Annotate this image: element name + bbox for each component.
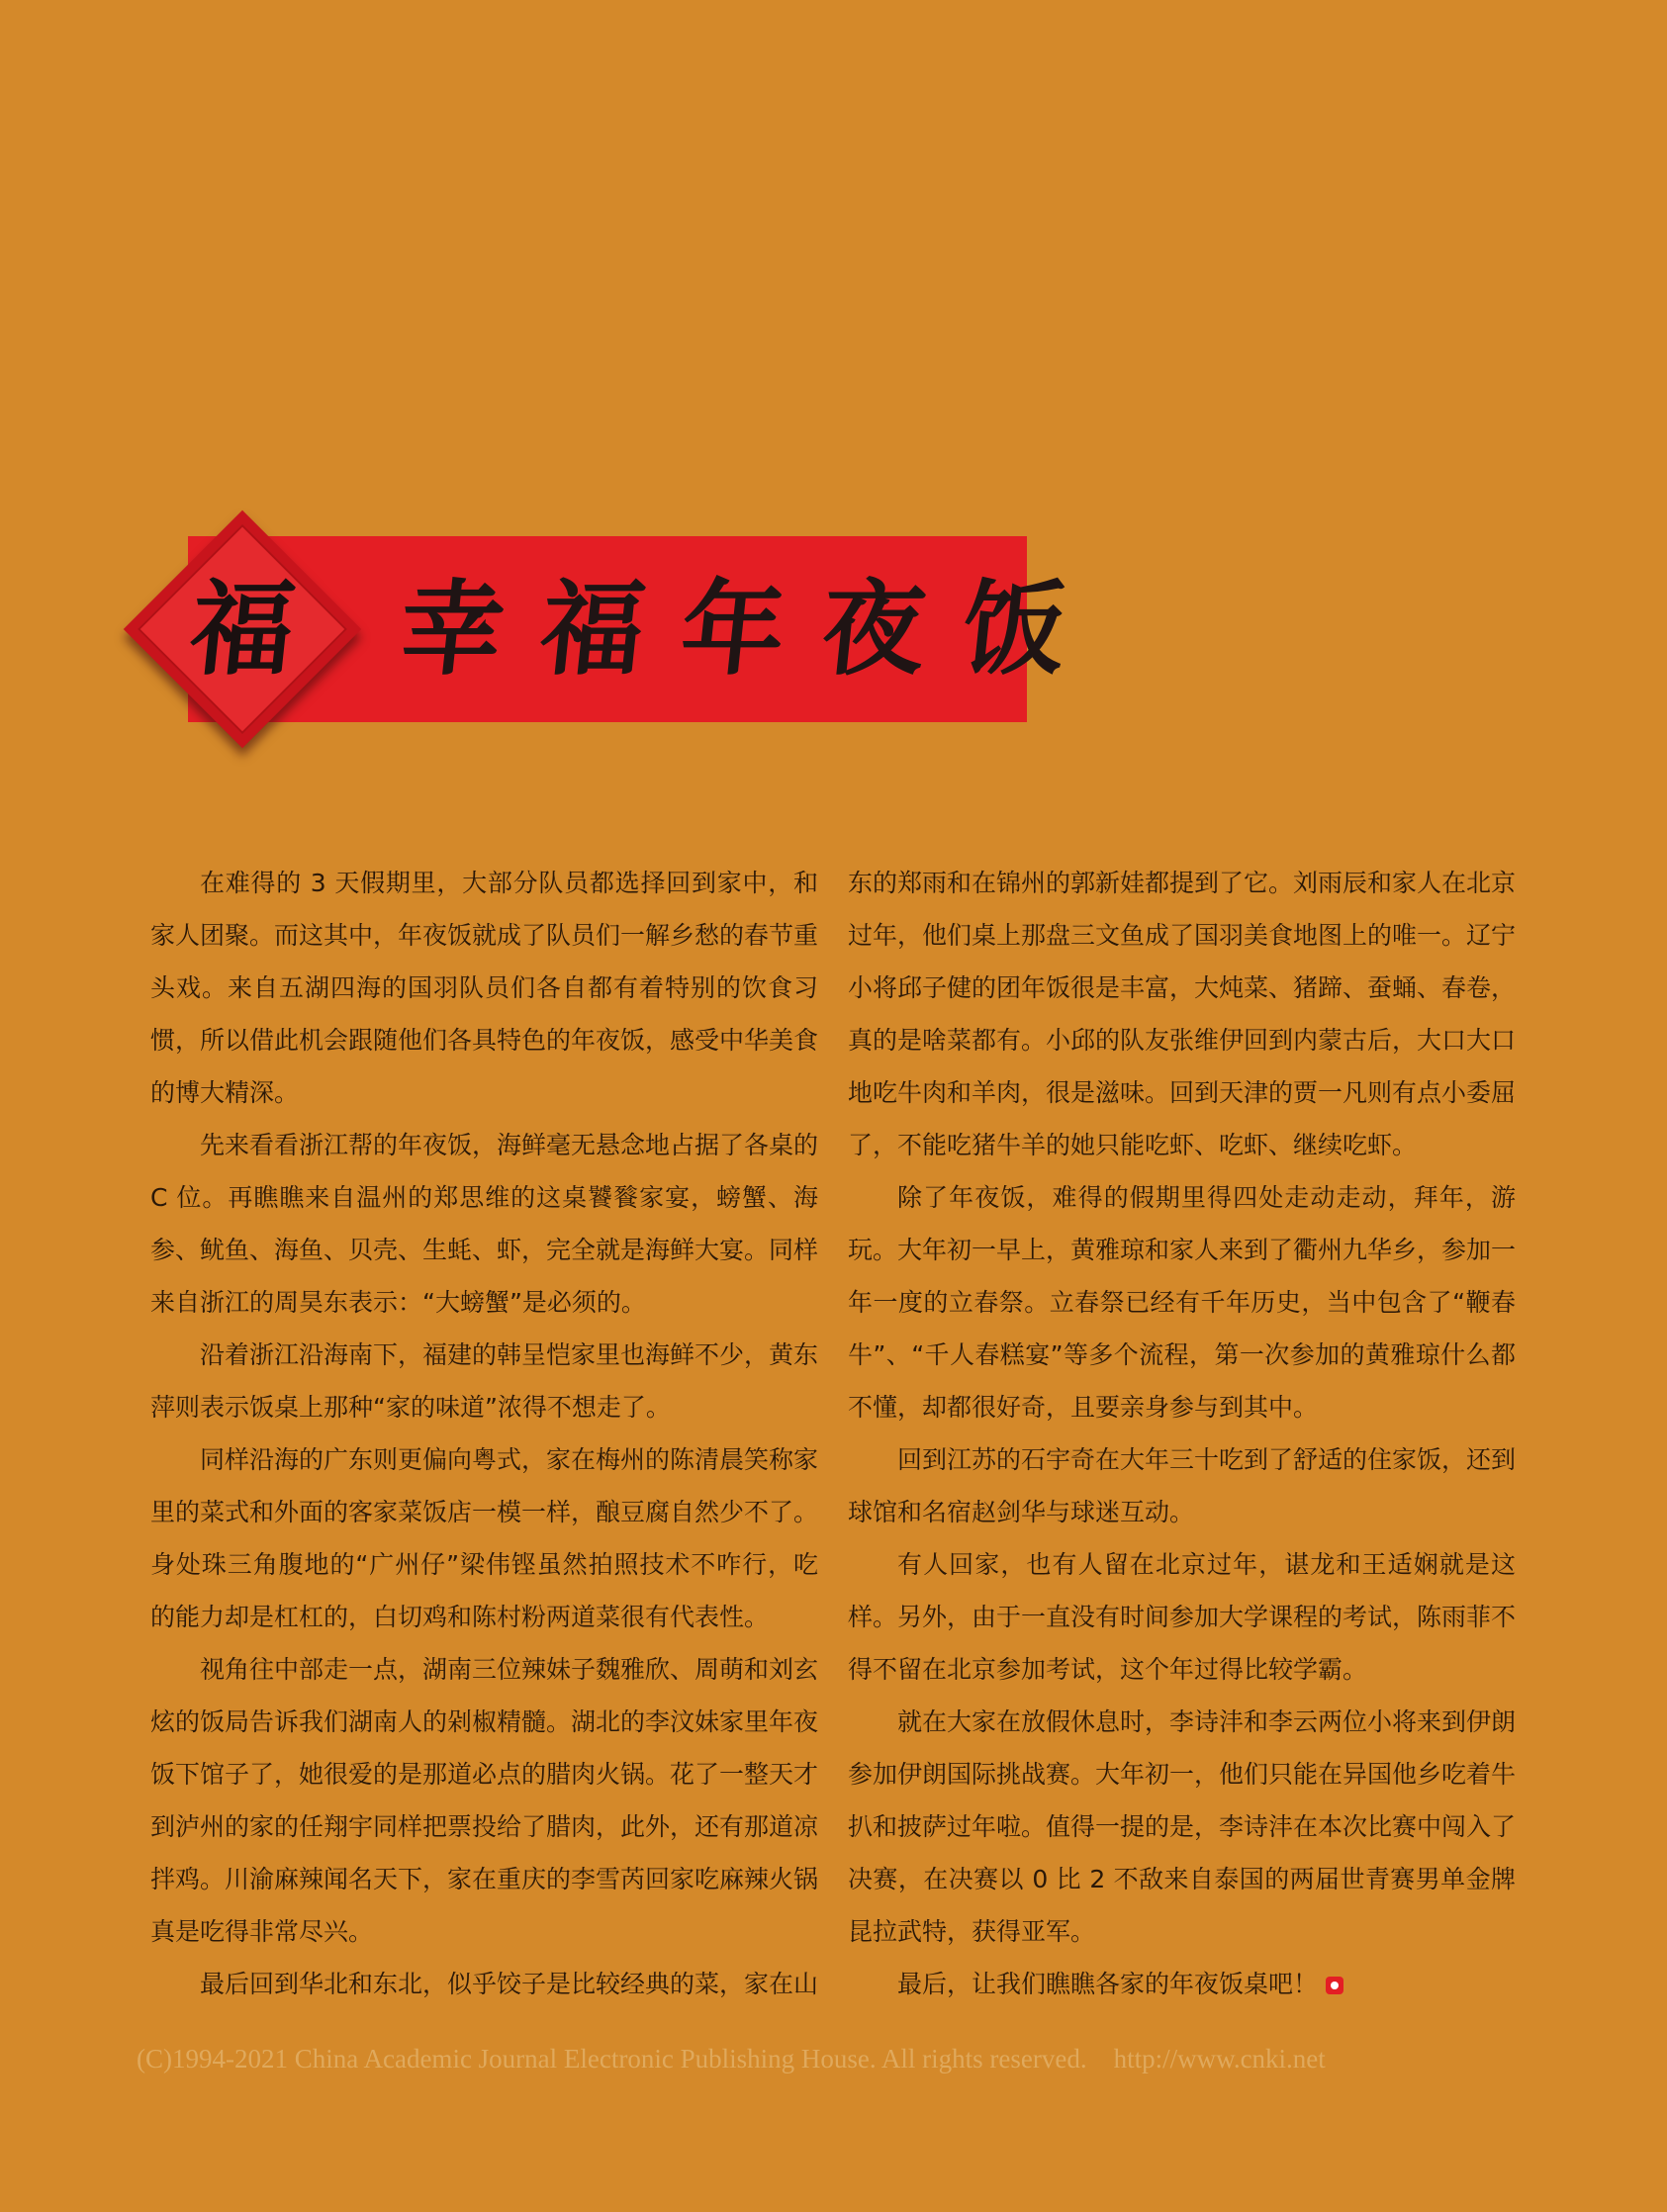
paragraph: 视角往中部走一点，湖南三位辣妹子魏雅欣、周萌和刘玄炫的饭局告诉我们湖南人的剁椒精髓。湖北的李汶妹家里年夜饭下馆子了，她很爱的是那道必点的腊肉火锅。花了一整天才到泸州的家的任翔宇同样把票投给了腊肉，此外，还有那道凉拌鸡。川渝麻辣闻名天下，家在重庆的李雪芮回家吃麻辣火锅真是吃得非常尽兴。 bbox=[150, 1655, 819, 1946]
final-text: 最后，让我们瞧瞧各家的年夜饭桌吧！ bbox=[897, 1970, 1319, 1998]
paragraph-final bbox=[848, 1958, 1516, 2010]
fu-character: 福 bbox=[184, 568, 301, 690]
paragraph: 回到江苏的石宇奇在大年三十吃到了舒适的住家饭，还到球馆和名宿赵剑华与球迷互动。 bbox=[848, 1445, 1517, 1526]
copyright-footer: (C)1994-2021 China Academic Journal Electronic Publishing House. All rights reserved. http://www.cnki.net bbox=[137, 2044, 1326, 2074]
article-column-left bbox=[150, 857, 818, 2010]
article-column-right bbox=[848, 857, 1516, 2010]
paragraph: 最后回到华北和东北，似乎饺子是比较经典的菜，家在山 bbox=[200, 1970, 819, 1998]
paragraph: 就在大家在放假休息时，李诗沣和李云两位小将来到伊朗参加伊朗国际挑战赛。大年初一，他们只能在异国他乡吃着牛扒和披萨过年啦。值得一提的是，李诗沣在本次比赛中闯入了决赛，在决赛以 0 比 2 不敌来自泰国的两届世青赛男单金牌昆拉武特，获得亚军。 bbox=[848, 1707, 1517, 1946]
page-title: 幸福年夜饭 bbox=[394, 568, 1110, 690]
paragraph: 除了年夜饭，难得的假期里得四处走动走动，拜年，游玩。大年初一早上，黄雅琼和家人来到了衢州九华乡，参加一年一度的立春祭。立春祭已经有千年历史，当中包含了“鞭春牛”、“千人春糕宴”等多个流程，第一次参加的黄雅琼什么都不懂，却都很好奇，且要亲身参与到其中。 bbox=[848, 1183, 1517, 1422]
paragraph: 有人回家，也有人留在北京过年，谌龙和王适娴就是这样。另外，由于一直没有时间参加大学课程的考试，陈雨菲不得不留在北京参加考试，这个年过得比较学霸。 bbox=[848, 1550, 1517, 1684]
paragraph: 同样沿海的广东则更偏向粤式，家在梅州的陈清晨笑称家里的菜式和外面的客家菜饭店一模一样，酿豆腐自然少不了。身处珠三角腹地的“广州仔”梁伟铿虽然拍照技术不咋行，吃的能力却是杠杠的，白切鸡和陈村粉两道菜很有代表性。 bbox=[150, 1445, 819, 1631]
paragraph: 在难得的 3 天假期里，大部分队员都选择回到家中，和家人团聚。而这其中，年夜饭就成了队员们一解乡愁的春节重头戏。来自五湖四海的国羽队员们各自都有着特别的饮食习惯，所以借此机会跟随他们各具特色的年夜饭，感受中华美食的博大精深。 bbox=[150, 869, 819, 1107]
paragraph: 先来看看浙江帮的年夜饭，海鲜毫无悬念地占据了各桌的 C 位。再瞧瞧来自温州的郑思维的这桌饕餮家宴，螃蟹、海参、鱿鱼、海鱼、贝壳、生蚝、虾，完全就是海鲜大宴。同样来自浙江的周昊东表示：“大螃蟹”是必须的。 bbox=[150, 1131, 819, 1317]
paragraph: 沿着浙江沿海南下，福建的韩呈恺家里也海鲜不少，黄东萍则表示饭桌上那种“家的味道”浓得不想走了。 bbox=[150, 1340, 819, 1422]
paragraph-continuation: 东的郑雨和在锦州的郭新娃都提到了它。刘雨辰和家人在北京过年，他们桌上那盘三文鱼成了国羽美食地图上的唯一。辽宁小将邱子健的团年饭很是丰富，大炖菜、猪蹄、蚕蛹、春卷，真的是啥菜都有。小邱的队友张维伊回到内蒙古后，大口大口地吃牛肉和羊肉，很是滋味。回到天津的贾一凡则有点小委屈了，不能吃猪牛羊的她只能吃虾、吃虾、继续吃虾。 bbox=[848, 869, 1517, 1159]
end-mark-icon bbox=[1326, 1977, 1343, 1994]
